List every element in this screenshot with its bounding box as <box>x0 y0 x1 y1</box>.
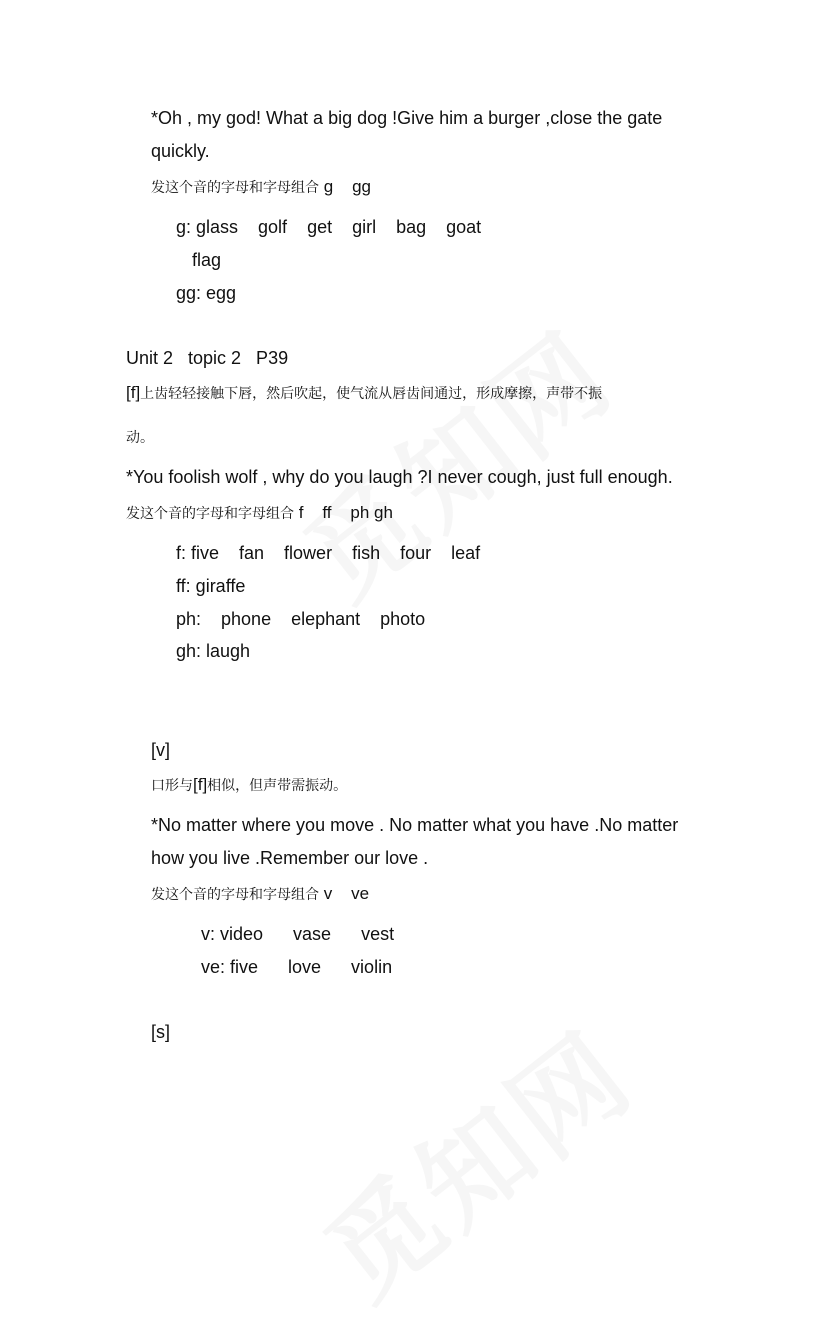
phoneme-symbol-ref: [f] <box>193 775 208 794</box>
phoneme-symbol: [s] <box>151 1022 171 1042</box>
example-line: f: five fan flower fish four leaf <box>176 543 481 563</box>
watermark <box>288 990 660 1328</box>
spelling-letters: v ve <box>319 884 370 903</box>
example-line: v: video vase vest <box>201 924 395 944</box>
example-line: ph: phone elephant photo <box>176 609 426 629</box>
example-line: gh: laugh <box>176 641 251 661</box>
chant-line: *Oh , my god! What a big dog !Give him a burger ,close the gate <box>151 108 663 128</box>
spelling-note-text: 发这个音的字母和字母组合 <box>151 887 319 903</box>
example-line: g: glass golf get girl bag goat <box>176 217 482 237</box>
description-text: 相似，但声带需振动。 <box>207 778 348 794</box>
chant-line: *You foolish wolf , why do you laugh ?I never cough, just full enough. <box>126 467 673 487</box>
spelling-note <box>151 177 371 198</box>
description-text: 口形与 <box>151 778 193 794</box>
phoneme-symbol: [v] <box>151 740 171 760</box>
spelling-letters: f ff ph gh <box>294 503 393 522</box>
description-text: 上齿轻轻接触下唇，然后吹起，使气流从唇齿间通过，形成摩擦，声带不振 <box>140 386 603 402</box>
example-line: ve: five love violin <box>201 957 393 977</box>
example-line: gg: egg <box>176 283 237 303</box>
phoneme-description: 动。 <box>126 430 154 446</box>
spelling-note <box>151 884 369 905</box>
phoneme-description <box>151 775 347 796</box>
example-line: flag <box>192 250 222 270</box>
spelling-note <box>126 503 393 524</box>
chant-line: quickly. <box>151 141 210 161</box>
example-line: ff: giraffe <box>176 576 246 596</box>
watermark <box>268 290 640 629</box>
phoneme-symbol: [f] <box>126 383 141 402</box>
phoneme-description <box>126 383 602 404</box>
spelling-note-text: 发这个音的字母和字母组合 <box>126 506 294 522</box>
spelling-note-text: 发这个音的字母和字母组合 <box>151 180 319 196</box>
chant-line: how you live .Remember our love . <box>151 848 429 868</box>
unit-heading: Unit 2 topic 2 P39 <box>126 348 289 368</box>
spelling-letters: g gg <box>319 177 371 196</box>
chant-line: *No matter where you move . No matter what you have .No matter <box>151 815 679 835</box>
